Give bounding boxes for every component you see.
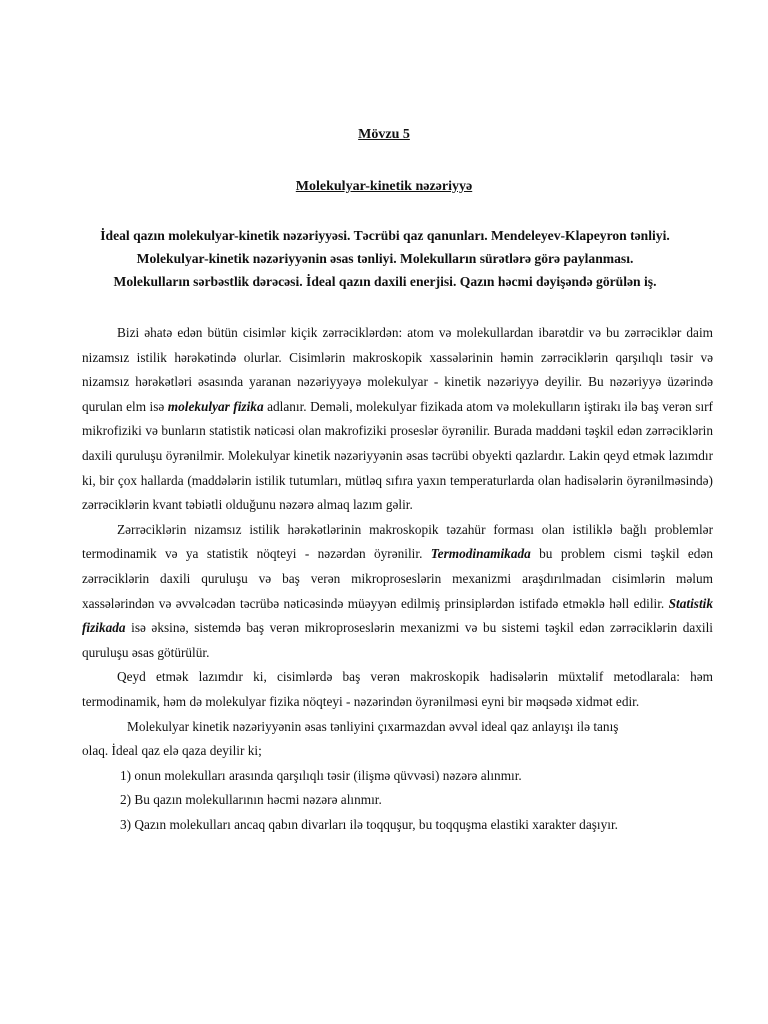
list-item: 2) Bu qazın molekullarının həcmi nəzərə alınmır. <box>120 792 382 808</box>
term-thermodynamics: Termodinamikada <box>430 546 531 562</box>
paragraph-text: bu problem cismi təşkil edən zərrəciklərin daxili quruluşu və baş verən mikroproseslərin mexanizmi araşdırılmadan cisimlərin məlum xassələrindən və əvvəlcədən təcrübə nəticəsində müəyyən edilmiş prinsiplərdən istifadə etməklə həll edilir. <box>82 546 714 611</box>
paragraph-text: adlanır. Deməli, molekulyar fizikada atom və molekulların iştirakı ilə baş verən sırf mikrofiziki və bunların statistik nəticəsi olan makrofiziki proseslər öyrənilir. Burada maddəni təşkil edən zərrəciklərin daxili quruluşu öyrənilmir. Molekulyar kinetik nəzəriyyənin əsas təcrübi obyekti qazlardır. Lakin qeyd etmək lazımdır ki, bir çox hallarda (maddələrin istilik tutumları, mütləq sıfıra yaxın temperaturlarda olan hadisələrin öyrənilməsində) zərrəciklərin kvant təbiətli olduğunu nəzərə almaq lazım gəlir. <box>82 398 713 513</box>
term-statistical-physics: Statistik fizikada <box>82 595 713 636</box>
paragraph-text: Zərrəciklərin nizamsız istilik hərəkətlərinin makroskopik təzahür forması olan istiliklə bağlı problemlər termodinamik və ya statistik nöqteyi - nəzərdən öyrənilir. <box>82 521 713 562</box>
list-item: 3) Qazın molekulları ancaq qabın divarları ilə toqquşur, bu toqquşma elastiki xarakter daşıyır. <box>120 816 618 832</box>
list-item: 1) onun molekulları arasında qarşılıqlı təsir (ilişmə qüvvəsi) nəzərə alınmır. <box>120 767 522 783</box>
ideal-gas-intro-cont: olaq. İdeal qaz elə qaza deyilir ki; <box>82 743 262 759</box>
topic-title: Mövzu 5 <box>358 127 410 142</box>
paragraph-intro <box>82 321 713 518</box>
body-text <box>82 321 713 837</box>
ideal-gas-intro: Molekulyar kinetik nəzəriyyənin əsas tənliyini çıxarmazdan əvvəl ideal qaz anlayışı ilə tanış <box>127 718 619 734</box>
paragraph-note: Qeyd etmək lazımdır ki, cisimlərdə baş verən makroskopik hadisələrin müxtəlif metodlarala: həm termodinamik, həm də molekulyar fizika nöqteyi - nəzərindən öyrənilməsi eyni bir məqsədə xidmət edir. <box>82 669 713 709</box>
heading-line: Molekulların sərbəstlik dərəcəsi. İdeal qazın daxili enerjisi. Qazın həcmi dəyişəndə görülən iş. <box>113 274 657 289</box>
term-molecular-physics: molekulyar fizika <box>167 398 264 414</box>
paragraph-thermodynamics <box>82 518 713 666</box>
paragraph-text: isə əksinə, sistemdə baş verən mikroproseslərin mexanizmi və bu sistemi təşkil edən zərrəciklərin daxili quruluşu əsas götürülür. <box>82 620 713 660</box>
heading-line: İdeal qazın molekulyar-kinetik nəzəriyyəsi. Təcrübi qaz qanunları. Mendeleyev-Klapeyron tənliyi. <box>100 228 670 243</box>
paragraph-text: Bizi əhatə edən bütün cisimlər kiçik zərrəciklərdən: atom və molekullardan ibarətdir və bu zərrəciklər daim nizamsız istilik hərəkətində olurlar. Cisimlərin makroskopik xassələrinin həmin zərrəciklərin qarşılıqlı təsir və nizamsız hərəkətləri əsasında yaranan nəzəriyyəyə molekulyar - kinetik nəzəriyyə deyilir. Bu nəzəriyyə üzərində qurulan elm isə <box>82 325 713 414</box>
heading-line: Molekulyar-kinetik nəzəriyyənin əsas tənliyi. Molekulların sürətlərə görə paylanması. <box>136 251 634 266</box>
section-subtitle: Molekulyar-kinetik nəzəriyyə <box>295 179 473 194</box>
section-heading <box>60 224 710 293</box>
